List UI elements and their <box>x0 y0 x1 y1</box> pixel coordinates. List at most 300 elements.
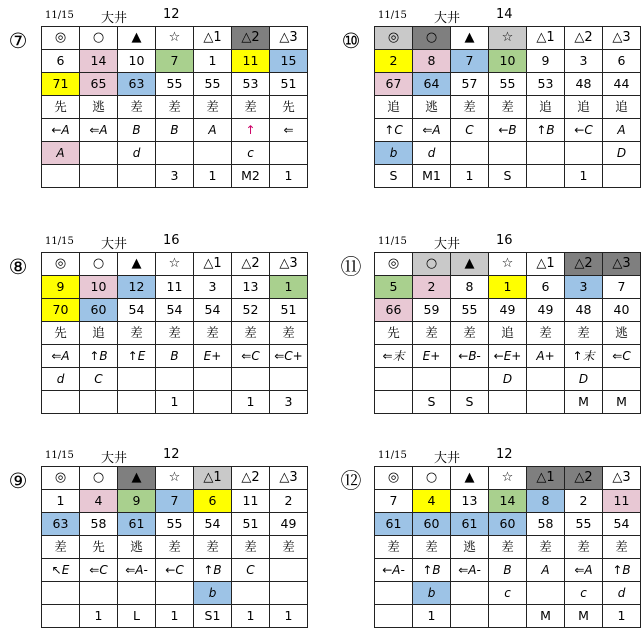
grid-cell: 51 <box>270 299 308 322</box>
grid-cell: 5 <box>375 276 413 299</box>
grid-cell: M <box>603 391 641 414</box>
grid-cell: A <box>527 559 565 582</box>
grid-cell: 66 <box>375 299 413 322</box>
grid-cell: L <box>118 605 156 628</box>
grid-cell: S <box>489 165 527 188</box>
race-entry-count: 14 <box>496 7 513 22</box>
grid-cell: 差 <box>232 322 270 345</box>
grid-cell <box>565 142 603 165</box>
grid-cell: 3 <box>270 391 308 414</box>
grid-cell: S <box>375 165 413 188</box>
grid-cell: 差 <box>489 96 527 119</box>
grid-cell: ⇐末 <box>375 345 413 368</box>
grid-cell: 1 <box>603 605 641 628</box>
grid-cell: ☆ <box>156 27 194 50</box>
grid-cell: 6 <box>603 50 641 73</box>
grid-row <box>375 559 641 582</box>
grid-cell: 9 <box>118 490 156 513</box>
grid-row <box>42 391 308 414</box>
grid-cell: 逃 <box>413 96 451 119</box>
grid-cell: E+ <box>413 345 451 368</box>
grid-cell: 逃 <box>118 536 156 559</box>
grid-cell: 15 <box>270 50 308 73</box>
grid-cell: b <box>194 582 232 605</box>
grid-cell: 10 <box>80 276 118 299</box>
prediction-grid <box>374 26 641 188</box>
grid-cell: ▲ <box>451 467 489 490</box>
grid-cell: ☆ <box>156 253 194 276</box>
grid-row <box>375 165 641 188</box>
grid-cell: S <box>413 391 451 414</box>
grid-cell: ○ <box>413 467 451 490</box>
race-entry-count: 12 <box>496 447 513 462</box>
grid-cell: △2 <box>232 27 270 50</box>
grid-cell: 58 <box>80 513 118 536</box>
grid-cell: 55 <box>194 73 232 96</box>
grid-cell: 11 <box>232 50 270 73</box>
grid-cell: ↑末 <box>565 345 603 368</box>
grid-cell <box>603 165 641 188</box>
grid-cell: 57 <box>451 73 489 96</box>
grid-cell: 6 <box>527 276 565 299</box>
grid-cell: 3 <box>194 276 232 299</box>
grid-cell <box>375 368 413 391</box>
grid-cell: B <box>489 559 527 582</box>
race-date: 11/15 <box>45 450 74 461</box>
race-venue: 大井 <box>434 237 461 252</box>
grid-row <box>42 490 308 513</box>
grid-cell: 51 <box>232 513 270 536</box>
grid-cell <box>42 582 80 605</box>
race-venue: 大井 <box>101 237 128 252</box>
grid-cell: 51 <box>270 73 308 96</box>
grid-cell <box>270 368 308 391</box>
grid-cell: ←A <box>42 119 80 142</box>
race-entry-count: 16 <box>496 233 513 248</box>
grid-cell: 差 <box>489 536 527 559</box>
grid-cell: 先 <box>80 536 118 559</box>
grid-cell: △1 <box>194 27 232 50</box>
grid-cell: A <box>42 142 80 165</box>
grid-cell: △2 <box>565 467 603 490</box>
grid-cell: 49 <box>270 513 308 536</box>
grid-cell: 2 <box>270 490 308 513</box>
grid-cell: ⇐A <box>42 345 80 368</box>
grid-row <box>375 513 641 536</box>
grid-cell <box>270 142 308 165</box>
grid-cell: 3 <box>156 165 194 188</box>
grid-cell: ←B- <box>451 345 489 368</box>
race-entry-count: 12 <box>163 7 180 22</box>
grid-row <box>42 73 308 96</box>
grid-cell: 追 <box>527 96 565 119</box>
grid-cell <box>194 368 232 391</box>
grid-cell <box>527 142 565 165</box>
grid-cell: 54 <box>194 513 232 536</box>
grid-row <box>42 582 308 605</box>
grid-cell: 1 <box>42 490 80 513</box>
grid-cell <box>451 368 489 391</box>
grid-cell: 差 <box>375 536 413 559</box>
grid-cell: C <box>80 368 118 391</box>
grid-cell: 1 <box>156 391 194 414</box>
grid-cell: 59 <box>413 299 451 322</box>
grid-cell: 追 <box>489 322 527 345</box>
grid-cell: 逃 <box>80 96 118 119</box>
grid-cell: ←B <box>489 119 527 142</box>
grid-cell: 8 <box>451 276 489 299</box>
race-header <box>374 6 641 26</box>
grid-cell <box>156 368 194 391</box>
grid-cell: c <box>232 142 270 165</box>
grid-cell <box>375 391 413 414</box>
grid-cell: 1 <box>270 276 308 299</box>
grid-cell: ⇐C+ <box>270 345 308 368</box>
grid-cell: ☆ <box>156 467 194 490</box>
grid-cell: 追 <box>565 96 603 119</box>
grid-cell <box>156 142 194 165</box>
grid-cell: △1 <box>527 467 565 490</box>
grid-cell: 7 <box>451 50 489 73</box>
grid-cell: 44 <box>603 73 641 96</box>
grid-cell: 61 <box>451 513 489 536</box>
grid-cell: △3 <box>603 253 641 276</box>
grid-cell: 48 <box>565 73 603 96</box>
grid-row <box>375 299 641 322</box>
grid-cell: c <box>565 582 603 605</box>
grid-cell: △2 <box>232 467 270 490</box>
grid-cell: 60 <box>413 513 451 536</box>
race-number: ⑦ <box>8 29 28 53</box>
grid-cell: A+ <box>527 345 565 368</box>
grid-row <box>375 119 641 142</box>
grid-cell: 1 <box>270 605 308 628</box>
grid-cell: 1 <box>413 605 451 628</box>
race-venue: 大井 <box>101 11 128 26</box>
grid-row <box>42 345 308 368</box>
grid-cell: b <box>413 582 451 605</box>
grid-cell: 55 <box>451 299 489 322</box>
race-date: 11/15 <box>45 236 74 247</box>
grid-cell: 13 <box>451 490 489 513</box>
grid-cell <box>118 582 156 605</box>
grid-cell: 2 <box>565 490 603 513</box>
race-date: 11/15 <box>378 10 407 21</box>
prediction-grid <box>374 466 641 628</box>
grid-cell: A <box>603 119 641 142</box>
grid-cell <box>270 582 308 605</box>
grid-cell: 差 <box>118 322 156 345</box>
grid-cell: 9 <box>527 50 565 73</box>
grid-cell: 54 <box>194 299 232 322</box>
race-header <box>374 446 641 466</box>
grid-cell: 54 <box>603 513 641 536</box>
grid-cell: ○ <box>80 27 118 50</box>
grid-row <box>42 27 308 50</box>
grid-row <box>375 27 641 50</box>
grid-cell: 53 <box>232 73 270 96</box>
grid-cell: 2 <box>413 276 451 299</box>
grid-cell <box>451 605 489 628</box>
grid-row <box>375 96 641 119</box>
grid-cell: 追 <box>80 322 118 345</box>
grid-cell: 差 <box>194 322 232 345</box>
grid-cell: 11 <box>156 276 194 299</box>
grid-row <box>42 96 308 119</box>
grid-cell: ←C <box>565 119 603 142</box>
grid-row <box>42 276 308 299</box>
grid-cell: 1 <box>156 605 194 628</box>
race-header <box>41 6 313 26</box>
grid-cell: ↑E <box>118 345 156 368</box>
grid-cell: △3 <box>270 27 308 50</box>
grid-cell: ◎ <box>375 467 413 490</box>
grid-cell: 40 <box>603 299 641 322</box>
grid-cell <box>527 368 565 391</box>
grid-cell: 4 <box>80 490 118 513</box>
grid-cell <box>232 368 270 391</box>
grid-cell <box>194 142 232 165</box>
grid-row <box>375 50 641 73</box>
race-number: ⑧ <box>8 255 28 279</box>
grid-cell <box>42 165 80 188</box>
grid-cell: ↑B <box>527 119 565 142</box>
race-venue: 大井 <box>434 451 461 466</box>
grid-cell: ◎ <box>375 253 413 276</box>
grid-row <box>375 368 641 391</box>
grid-cell <box>42 391 80 414</box>
grid-cell: ⇐A- <box>118 559 156 582</box>
grid-cell: D <box>489 368 527 391</box>
grid-cell <box>451 582 489 605</box>
grid-cell: 1 <box>565 165 603 188</box>
grid-cell: ←A- <box>375 559 413 582</box>
grid-cell <box>451 142 489 165</box>
grid-cell: 差 <box>42 536 80 559</box>
grid-cell: 53 <box>527 73 565 96</box>
race-number: ⑩ <box>341 29 361 53</box>
grid-cell: ☆ <box>489 27 527 50</box>
grid-cell: 1 <box>194 165 232 188</box>
grid-cell <box>375 582 413 605</box>
grid-cell <box>80 142 118 165</box>
grid-cell: B <box>156 345 194 368</box>
grid-cell: 11 <box>232 490 270 513</box>
grid-cell: D <box>603 142 641 165</box>
grid-cell <box>527 165 565 188</box>
race-venue: 大井 <box>101 451 128 466</box>
grid-cell: 先 <box>42 322 80 345</box>
grid-cell: 1 <box>194 50 232 73</box>
grid-cell: 63 <box>118 73 156 96</box>
grid-cell: 3 <box>565 50 603 73</box>
grid-cell: 差 <box>156 536 194 559</box>
grid-cell: 48 <box>565 299 603 322</box>
grid-cell <box>527 582 565 605</box>
grid-cell: 6 <box>194 490 232 513</box>
grid-cell: ←E+ <box>489 345 527 368</box>
grid-cell: 14 <box>489 490 527 513</box>
grid-cell: 7 <box>156 50 194 73</box>
grid-cell: 1 <box>80 605 118 628</box>
grid-cell: 55 <box>565 513 603 536</box>
grid-cell: 65 <box>80 73 118 96</box>
grid-cell: ←C <box>156 559 194 582</box>
grid-cell: ⇐A <box>565 559 603 582</box>
grid-cell: M1 <box>413 165 451 188</box>
grid-cell: ○ <box>80 253 118 276</box>
grid-cell: ⇐C <box>80 559 118 582</box>
grid-cell: 追 <box>375 96 413 119</box>
grid-cell <box>489 605 527 628</box>
grid-cell: 7 <box>156 490 194 513</box>
grid-cell: M <box>527 605 565 628</box>
grid-cell: 4 <box>413 490 451 513</box>
grid-cell: ☆ <box>489 467 527 490</box>
grid-cell: 差 <box>451 96 489 119</box>
race-number: ⑪ <box>340 255 362 279</box>
grid-cell <box>270 559 308 582</box>
grid-cell: 1 <box>232 391 270 414</box>
grid-cell: B <box>118 119 156 142</box>
grid-cell: c <box>489 582 527 605</box>
race-venue: 大井 <box>434 11 461 26</box>
grid-cell: 差 <box>451 322 489 345</box>
grid-cell: 55 <box>156 73 194 96</box>
grid-cell: M2 <box>232 165 270 188</box>
grid-cell: M <box>565 605 603 628</box>
grid-cell: 逃 <box>451 536 489 559</box>
grid-cell: ↑B <box>413 559 451 582</box>
prediction-grid <box>41 26 308 188</box>
grid-cell: 先 <box>42 96 80 119</box>
grid-cell: C <box>232 559 270 582</box>
grid-cell: 70 <box>42 299 80 322</box>
grid-cell: 1 <box>451 165 489 188</box>
grid-cell: S1 <box>194 605 232 628</box>
grid-cell: △1 <box>194 467 232 490</box>
grid-cell: ○ <box>413 27 451 50</box>
grid-cell: 8 <box>527 490 565 513</box>
grid-cell <box>413 368 451 391</box>
grid-cell: 52 <box>232 299 270 322</box>
grid-cell: C <box>451 119 489 142</box>
grid-cell: ○ <box>80 467 118 490</box>
grid-cell: 差 <box>413 536 451 559</box>
grid-cell: △2 <box>232 253 270 276</box>
grid-cell: A <box>194 119 232 142</box>
grid-row <box>375 582 641 605</box>
grid-cell: ▲ <box>451 253 489 276</box>
grid-cell: 差 <box>156 322 194 345</box>
grid-cell: ▲ <box>118 467 156 490</box>
grid-row <box>42 467 308 490</box>
grid-row <box>42 142 308 165</box>
grid-row <box>375 276 641 299</box>
race-entry-count: 16 <box>163 233 180 248</box>
grid-cell: 60 <box>80 299 118 322</box>
grid-cell: ⇐C <box>603 345 641 368</box>
grid-cell: 49 <box>527 299 565 322</box>
grid-cell: 60 <box>489 513 527 536</box>
grid-cell: △2 <box>565 27 603 50</box>
prediction-grid <box>41 466 308 628</box>
race-number: ⑫ <box>340 469 362 493</box>
grid-cell: △3 <box>603 467 641 490</box>
grid-cell: 差 <box>565 322 603 345</box>
grid-cell: △2 <box>565 253 603 276</box>
grid-row <box>42 322 308 345</box>
grid-cell: 差 <box>527 322 565 345</box>
grid-cell: ○ <box>413 253 451 276</box>
grid-cell: 差 <box>194 536 232 559</box>
grid-cell: ↑C <box>375 119 413 142</box>
grid-row <box>42 299 308 322</box>
grid-cell <box>489 142 527 165</box>
race-date: 11/15 <box>45 10 74 21</box>
grid-cell: 先 <box>270 96 308 119</box>
grid-cell: ☆ <box>489 253 527 276</box>
grid-cell: 差 <box>270 322 308 345</box>
grid-cell: ▲ <box>118 27 156 50</box>
race-date: 11/15 <box>378 450 407 461</box>
grid-cell: 61 <box>375 513 413 536</box>
grid-cell: S <box>451 391 489 414</box>
grid-cell: 58 <box>527 513 565 536</box>
grid-row <box>375 322 641 345</box>
grid-cell: 7 <box>375 490 413 513</box>
grid-cell: E+ <box>194 345 232 368</box>
grid-cell: △1 <box>527 27 565 50</box>
grid-row <box>375 490 641 513</box>
grid-cell: 54 <box>118 299 156 322</box>
grid-cell: 先 <box>375 322 413 345</box>
prediction-grid <box>41 252 308 414</box>
grid-cell <box>156 582 194 605</box>
grid-cell: 差 <box>270 536 308 559</box>
grid-cell <box>194 391 232 414</box>
grid-cell: 2 <box>375 50 413 73</box>
grid-cell: 67 <box>375 73 413 96</box>
grid-cell: △3 <box>603 27 641 50</box>
grid-cell: ⇐A- <box>451 559 489 582</box>
grid-cell: d <box>118 142 156 165</box>
prediction-grid <box>374 252 641 414</box>
grid-cell: ◎ <box>375 27 413 50</box>
grid-cell <box>232 582 270 605</box>
grid-cell: ↑B <box>80 345 118 368</box>
grid-cell: △3 <box>270 253 308 276</box>
grid-cell: 54 <box>156 299 194 322</box>
grid-row <box>42 368 308 391</box>
race-header <box>374 232 641 252</box>
grid-cell <box>42 605 80 628</box>
grid-cell: ⇐ <box>270 119 308 142</box>
grid-cell: △1 <box>527 253 565 276</box>
grid-cell: ◎ <box>42 253 80 276</box>
grid-row <box>42 605 308 628</box>
grid-cell: ⇐A <box>413 119 451 142</box>
grid-cell: 13 <box>232 276 270 299</box>
grid-cell: 10 <box>489 50 527 73</box>
race-number: ⑨ <box>8 469 28 493</box>
grid-cell: 追 <box>603 96 641 119</box>
grid-cell: 8 <box>413 50 451 73</box>
grid-row <box>375 536 641 559</box>
grid-cell: 差 <box>156 96 194 119</box>
grid-cell: ↑B <box>603 559 641 582</box>
grid-row <box>42 119 308 142</box>
